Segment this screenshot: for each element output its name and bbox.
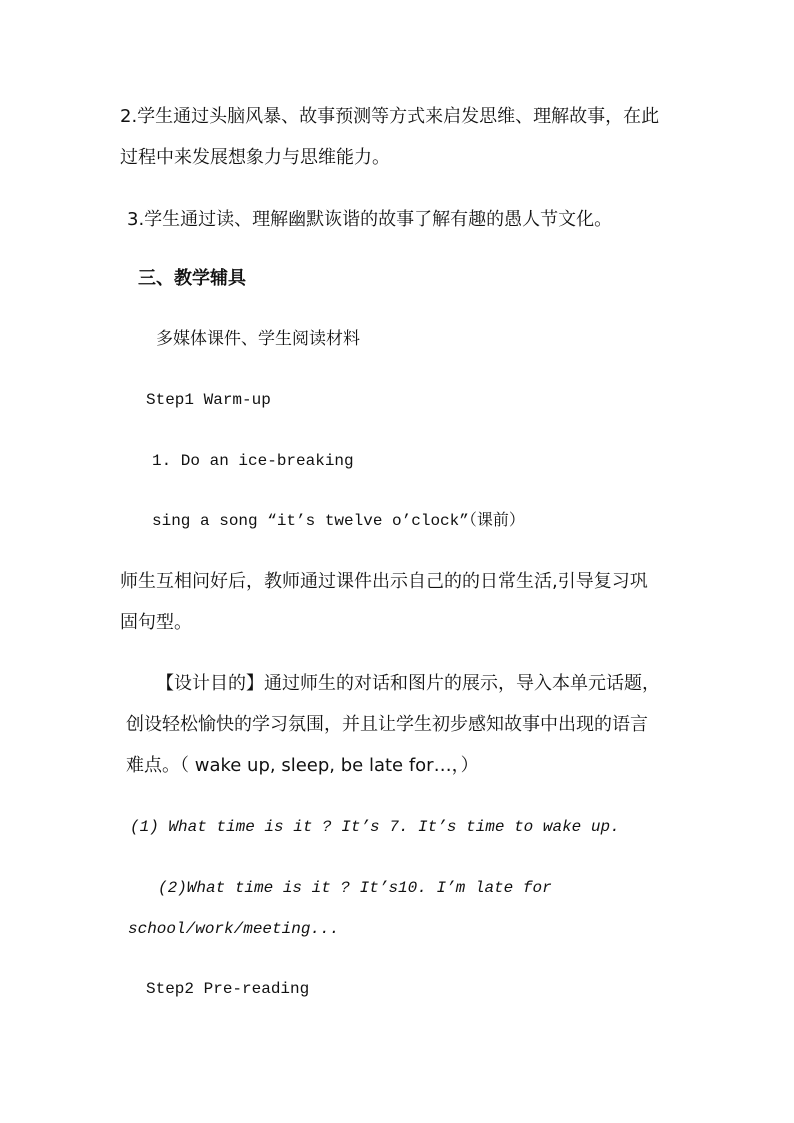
- design-purpose-line-1: 【设计目的】通过师生的对话和图片的展示，导入本单元话题，: [156, 673, 660, 694]
- question-2-continued: school/work/meeting...: [128, 920, 340, 938]
- step1-item-1: 1. Do an ice-breaking: [152, 452, 354, 470]
- objective-2-line-2: 过程中来发展想象力与思维能力。: [120, 147, 390, 168]
- greeting-line-2: 固句型。: [120, 612, 192, 633]
- song-line: sing a song “it’s twelve o’clock”（课前）: [152, 512, 525, 530]
- step1-heading: Step1 Warm-up: [146, 391, 271, 409]
- design-purpose-line-2: 创设轻松愉快的学习氛围，并且让学生初步感知故事中出现的语言: [126, 714, 648, 735]
- greeting-line-1: 师生互相问好后，教师通过课件出示自己的的日常生活,引导复习巩: [120, 571, 648, 592]
- teaching-aids-list: 多媒体课件、学生阅读材料: [156, 329, 360, 349]
- step2-heading: Step2 Pre-reading: [146, 980, 310, 998]
- section-heading-teaching-aids: 三、教学辅具: [138, 268, 246, 289]
- question-2: (2)What time is it ? It’s10. I’m late for: [158, 879, 552, 897]
- objective-2-line-1: 2.学生通过头脑风暴、故事预测等方式来启发思维、理解故事，在此: [120, 106, 660, 127]
- question-1: (1) What time is it ? It’s 7. It’s time to wake up.: [130, 818, 620, 836]
- design-purpose-line-3: 难点。（ wake up, sleep, be late for…，）: [126, 755, 479, 776]
- objective-3: 3.学生通过读、理解幽默诙谐的故事了解有趣的愚人节文化。: [127, 209, 613, 230]
